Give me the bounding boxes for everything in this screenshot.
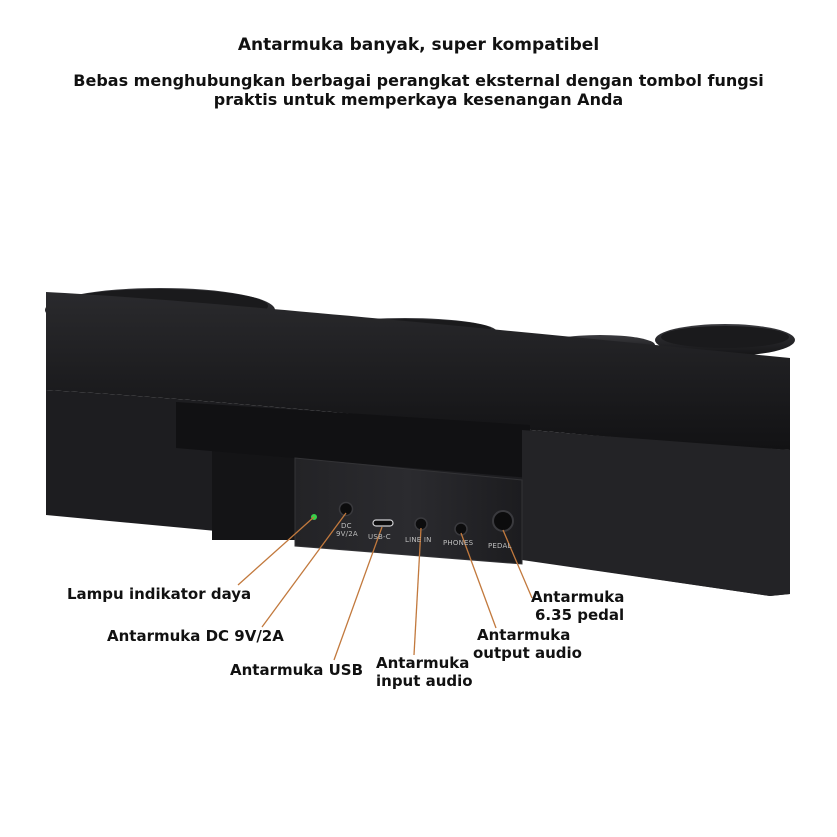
callout-audio-input-line2: input audio xyxy=(376,672,473,690)
port-label-dc-rating: 9V/2A xyxy=(336,530,358,538)
port-label-line-in: LINE IN xyxy=(405,536,432,544)
page-title: Antarmuka banyak, super kompatibel xyxy=(237,35,600,55)
callout-power-led: Lampu indikator daya xyxy=(67,585,252,603)
port-label-pedal: PEDAL xyxy=(488,542,512,550)
callout-audio-output-line1: Antarmuka xyxy=(477,626,571,644)
callout-usb-port: Antarmuka USB xyxy=(230,661,364,679)
port-label-dc: DC xyxy=(341,522,352,530)
pedal-jack-icon xyxy=(493,511,513,531)
callout-audio-output xyxy=(473,626,582,662)
callout-audio-input-line1: Antarmuka xyxy=(376,654,470,672)
callout-pedal-line2: 6.35 pedal xyxy=(535,606,625,624)
callout-pedal-line1: Antarmuka xyxy=(531,588,625,606)
callout-pedal xyxy=(531,588,624,624)
port-label-usb: USB-C xyxy=(368,533,391,541)
callout-audio-output-line2: output audio xyxy=(473,644,582,662)
callout-dc-port: Antarmuka DC 9V/2A xyxy=(107,627,284,645)
subtitle-line-2: praktis untuk memperkaya kesenangan Anda xyxy=(213,90,624,109)
right-foot xyxy=(522,430,790,596)
port-label-phones: PHONES xyxy=(443,539,474,547)
subtitle-line-1: Bebas menghubungkan berbagai perangkat eksternal dengan tombol fungsi xyxy=(73,71,764,90)
callout-audio-input xyxy=(376,654,473,690)
usb-c-port-icon xyxy=(373,520,393,526)
